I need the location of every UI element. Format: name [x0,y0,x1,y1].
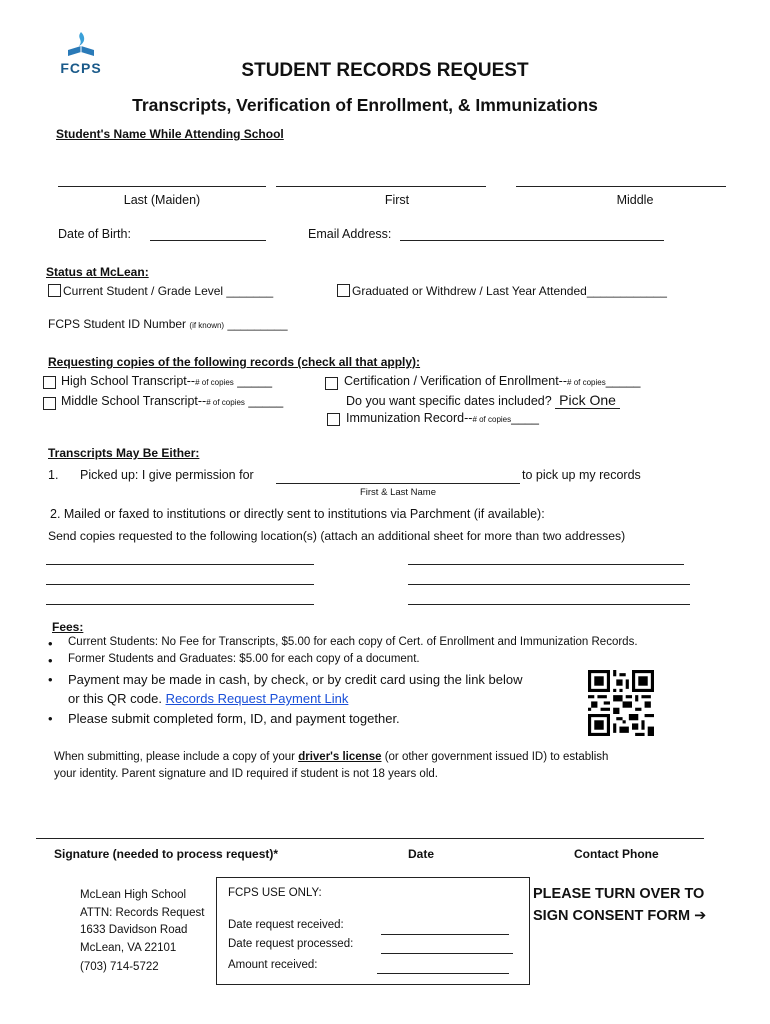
student-id-blank[interactable]: _________ [227,317,288,331]
office-use-box [216,877,530,985]
submit-note-line2: your identity. Parent signature and ID required if student is not 18 years old. [54,768,438,780]
copies-hint: # of copies [206,398,245,407]
dates-dropdown[interactable]: Pick One [555,392,620,409]
fee-item: • Former Students and Graduates: $5.00 for each copy of a document. [46,653,638,672]
amount-line[interactable] [377,973,509,974]
immunization-checkbox[interactable] [327,413,340,426]
transcripts-heading: Transcripts May Be Either: [48,446,200,460]
middle-school-label: Middle School Transcript-- [61,394,207,408]
address2-line1[interactable] [408,564,684,565]
address-line: (703) 714-5722 [80,961,159,973]
graduated-checkbox[interactable] [337,284,350,297]
fee-item: • Payment may be made in cash, by check, or by credit card using the link below [46,672,638,691]
immunization-row [346,411,539,425]
copies-hint: # of copies [195,378,234,387]
date-processed-line[interactable] [381,953,513,954]
middle-name-label: Middle [616,193,654,207]
first-name-line[interactable] [276,186,486,187]
submit-note-part1: When submitting, please include a copy of your [54,751,299,763]
page-subtitle: Transcripts, Verification of Enrollment, & Immunizations [132,95,598,115]
dates-row [346,392,620,408]
high-school-checkbox[interactable] [43,376,56,389]
address-line: ATTN: Records Request [80,907,205,919]
submit-note-part2: (or other government issued ID) to establish [381,751,609,763]
phone-label: Contact Phone [574,847,659,861]
fee-item-qr [46,691,638,711]
date-processed-label: Date request processed: [228,938,354,950]
certification-copies[interactable]: _____ [605,374,641,388]
pickup-name-line[interactable] [276,483,520,484]
item1-text: Picked up: I give permission for [80,468,254,482]
high-school-copies[interactable]: _____ [237,374,273,388]
address1-line2[interactable] [46,584,314,585]
fees-heading: Fees: [52,620,84,634]
amount-label: Amount received: [228,959,318,971]
dates-question: Do you want specific dates included? [346,394,552,408]
send-copies-text: Send copies requested to the following location(s) (attach an additional sheet for more than two addresses) [48,529,626,543]
signature-label: Signature (needed to process request)* [54,847,279,861]
current-student-checkbox[interactable] [48,284,61,297]
certification-row [344,374,640,388]
date-received-line[interactable] [381,934,509,935]
status-heading: Status at McLean: [46,265,149,279]
drivers-license-emphasis: driver's license [298,751,382,763]
address2-line2[interactable] [408,584,690,585]
records-heading: Requesting copies of the following records (check all that apply): [48,355,421,369]
high-school-label: High School Transcript-- [61,374,196,388]
turn-over-notice [533,883,706,927]
office-heading: FCPS USE ONLY: [228,887,322,899]
current-student-label: Current Student / Grade Level _______ [63,284,274,298]
submit-note-line1 [54,751,608,763]
fcps-book-flame-logo-icon [58,30,104,60]
item1-after: to pick up my records [522,468,641,482]
turn-over-line1: PLEASE TURN OVER TO [533,886,705,902]
date-label: Date [408,847,435,861]
dob-line[interactable] [150,240,266,241]
middle-school-checkbox[interactable] [43,397,56,410]
email-line[interactable] [400,240,664,241]
name-section-heading: Student's Name While Attending School [56,127,284,141]
middle-name-line[interactable] [516,186,726,187]
immunization-copies[interactable]: ____ [511,411,539,425]
page-title: STUDENT RECORDS REQUEST [241,60,529,81]
address1-line3[interactable] [46,604,314,605]
student-id-hint: (if known) [189,321,225,330]
item2-text: 2. Mailed or faxed to institutions or directly sent to institutions via Parchment (if available): [50,507,545,521]
graduated-label: Graduated or Withdrew / Last Year Attended____________ [352,284,667,298]
school-address [80,886,204,977]
middle-school-copies[interactable]: _____ [248,394,284,408]
payment-link[interactable]: Records Request Payment Link [165,691,349,706]
student-id-row [48,317,288,331]
turn-over-line2: SIGN CONSENT FORM ➔ [533,908,707,924]
fee-item: • Current Students: No Fee for Transcripts, $5.00 for each copy of Cert. of Enrollment and Immunization Records. [46,636,638,653]
fees-list [46,636,638,730]
certification-label: Certification / Verification of Enrollment-- [344,374,568,388]
item1-sub-label: First & Last Name [359,487,437,498]
signature-line[interactable] [36,838,704,839]
middle-school-row [61,394,283,408]
first-name-label: First [384,193,410,207]
copies-hint: # of copies [472,415,512,424]
last-name-line[interactable] [58,186,266,187]
address-line: McLean, VA 22101 [80,942,177,954]
qr-code-icon[interactable] [588,670,654,736]
student-id-label: FCPS Student ID Number [48,317,187,331]
address-line: 1633 Davidson Road [80,924,188,936]
item1-number: 1. [48,468,59,482]
immunization-label: Immunization Record-- [346,411,473,425]
logo-text: FCPS [60,60,102,76]
high-school-row [61,374,272,388]
copies-hint: # of copies [567,378,606,387]
fee-item: • Please submit completed form, ID, and payment together. [46,711,638,730]
address2-line3[interactable] [408,604,690,605]
address-line: McLean High School [80,889,187,901]
date-received-label: Date request received: [228,919,344,931]
last-name-label: Last (Maiden) [123,193,201,207]
certification-checkbox[interactable] [325,377,338,390]
email-label: Email Address: [308,227,392,241]
qr-text: or this QR code. [68,691,162,706]
address1-line1[interactable] [46,564,314,565]
dob-label: Date of Birth: [58,227,131,241]
